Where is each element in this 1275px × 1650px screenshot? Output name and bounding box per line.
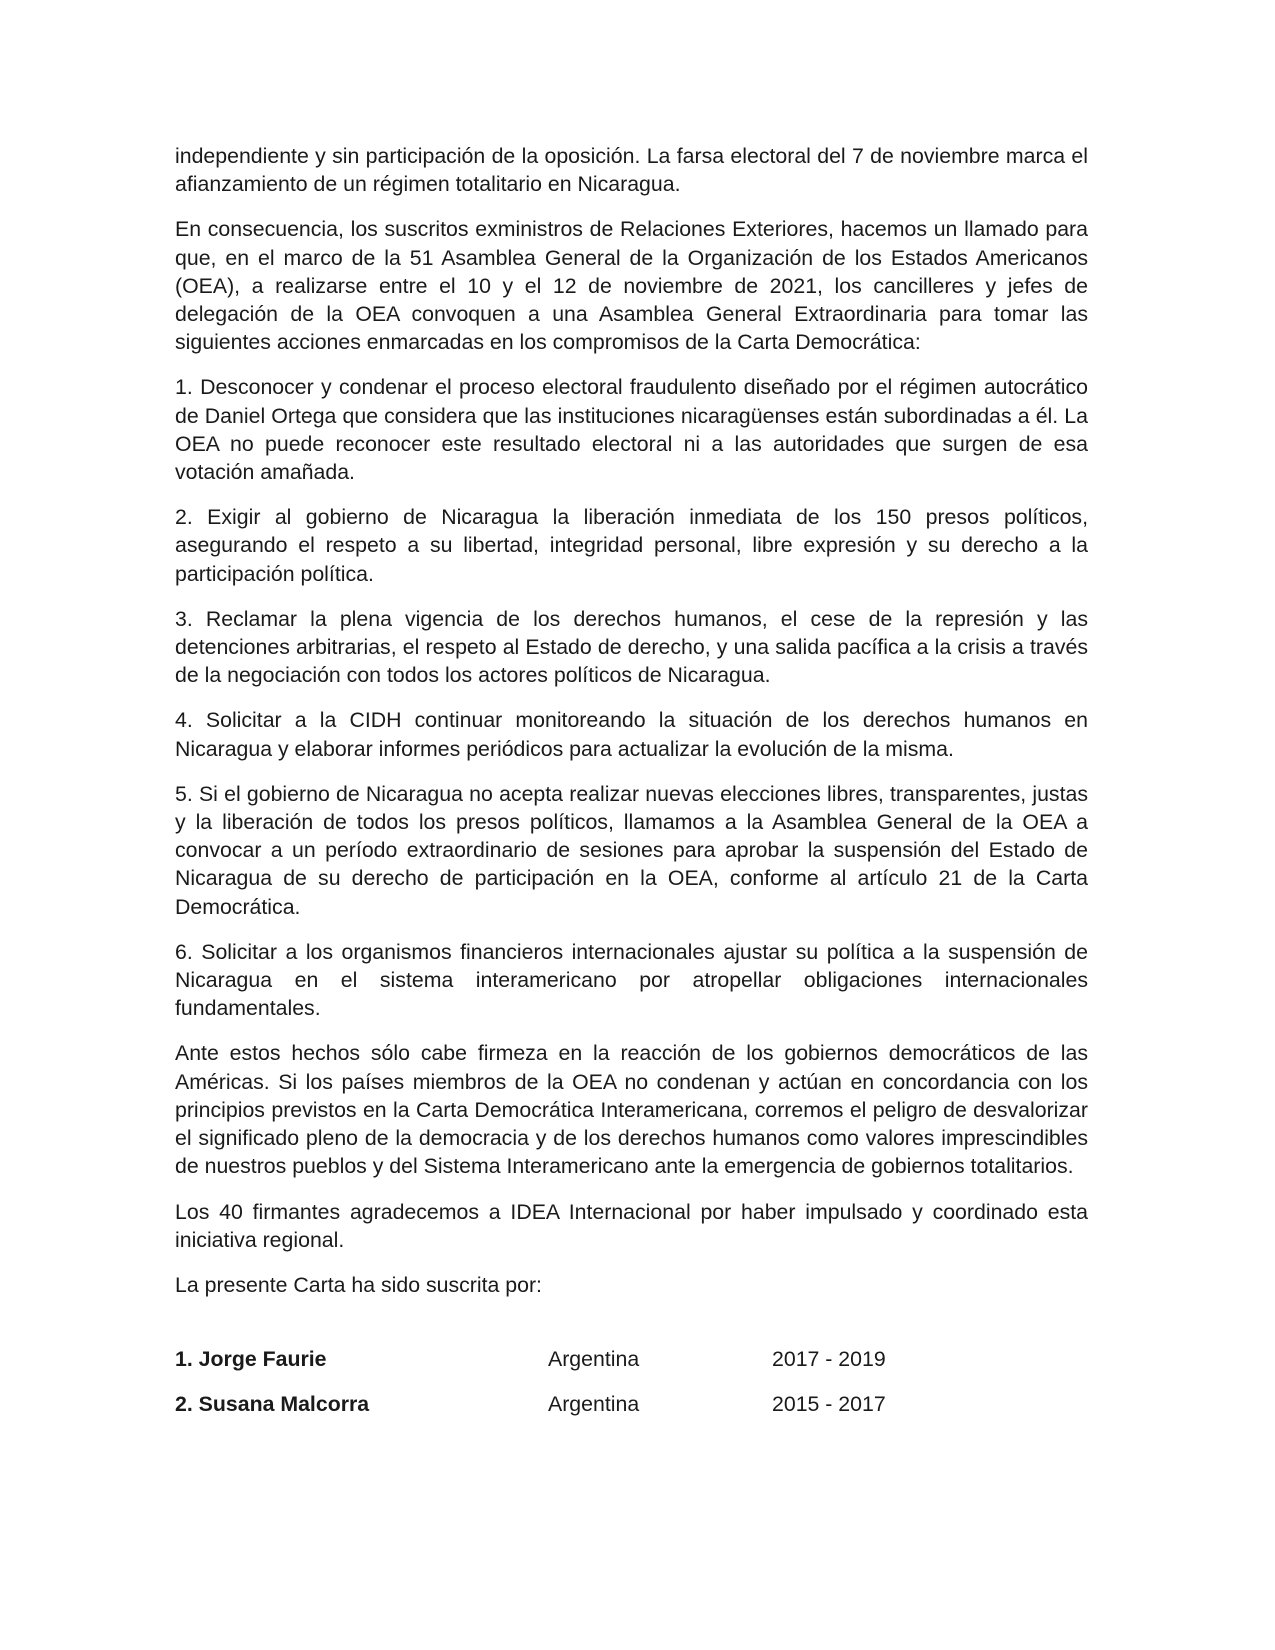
signatory-period: 2015 - 2017 <box>772 1392 886 1417</box>
paragraph-acknowledgement: Los 40 firmantes agradecemos a IDEA Internacional por haber impulsado y coordinado esta iniciativa regional. <box>175 1199 1088 1252</box>
signatory-country: Argentina <box>548 1347 640 1372</box>
signatory-list <box>175 1345 1088 1418</box>
signatory-period: 2017 - 2019 <box>772 1347 886 1372</box>
paragraph-conclusion: Ante estos hechos sólo cabe firmeza en la reacción de los gobiernos democráticos de las Américas. Si los países miembros de la OEA no condenan y actúan en concordancia con los principios previstos en la Carta Democrática Interamericana, corremos el peligro de desvalorizar el significado pleno de la democracia y de los derechos humanos como valores imprescindibles de nuestros pueblos y del Sistema Interamericano ante la emergencia de gobiernos totalitarios. <box>175 1041 1088 1179</box>
signatory-country: Argentina <box>548 1392 640 1417</box>
paragraph-signed-by: La presente Carta ha sido suscrita por: <box>175 1272 542 1297</box>
paragraph-action-5: 5. Si el gobierno de Nicaragua no acepta realizar nuevas elecciones libres, transparentes, justas y la liberación de todos los presos políticos, llamamos a la Asamblea General de la OEA a convocar a un período extraordinario de sesiones para aprobar la suspensión del Estado de Nicaragua de su derecho de participación en la OEA, conforme al artículo 21 de la Carta Democrática. <box>175 781 1088 919</box>
signatory-name: 2. Susana Malcorra <box>175 1392 370 1417</box>
paragraph-action-2: 2. Exigir al gobierno de Nicaragua la liberación inmediata de los 150 presos políticos, asegurando el respeto a su libertad, integridad personal, libre expresión y su derecho a la participación política. <box>175 505 1088 586</box>
document-page <box>175 142 1088 1435</box>
paragraph-action-3: 3. Reclamar la plena vigencia de los derechos humanos, el cese de la represión y las detenciones arbitrarias, el respeto al Estado de derecho, y una salida pacífica a la crisis a través de la negociación con todos los actores políticos de Nicaragua. <box>175 606 1088 688</box>
paragraph-call-to-action: En consecuencia, los suscritos exministros de Relaciones Exteriores, hacemos un llamado para que, en el marco de la 51 Asamblea General de la Organización de los Estados Americanos (OEA), a realizarse entre el 10 y el 12 de noviembre de 2021, los cancilleres y jefes de delegación de la OEA convoquen a una Asamblea General Extraordinaria para tomar las siguientes acciones enmarcadas en los compromisos de la Carta Democrática: <box>175 217 1088 355</box>
paragraph-action-4: 4. Solicitar a la CIDH continuar monitoreando la situación de los derechos humanos en Nicaragua y elaborar informes periódicos para actualizar la evolución de la misma. <box>175 708 1088 761</box>
signatory-row <box>175 1390 1088 1418</box>
paragraph-intro-continuation: independiente y sin participación de la oposición. La farsa electoral del 7 de noviembre marca el afianzamiento de un régimen totalitario en Nicaragua. <box>175 144 1088 197</box>
paragraph-action-1: 1. Desconocer y condenar el proceso electoral fraudulento diseñado por el régimen autocrático de Daniel Ortega que considera que las instituciones nicaragüenses están subordinadas a él. La OEA no puede reconocer este resultado electoral ni a las autoridades que surgen de esa votación amañada. <box>175 375 1088 485</box>
paragraph-action-6: 6. Solicitar a los organismos financieros internacionales ajustar su política a la suspensión de Nicaragua en el sistema interamericano por atropellar obligaciones internacionales fundamentales. <box>175 939 1088 1021</box>
signatory-row <box>175 1345 1088 1373</box>
signatory-name: 1. Jorge Faurie <box>175 1347 327 1372</box>
